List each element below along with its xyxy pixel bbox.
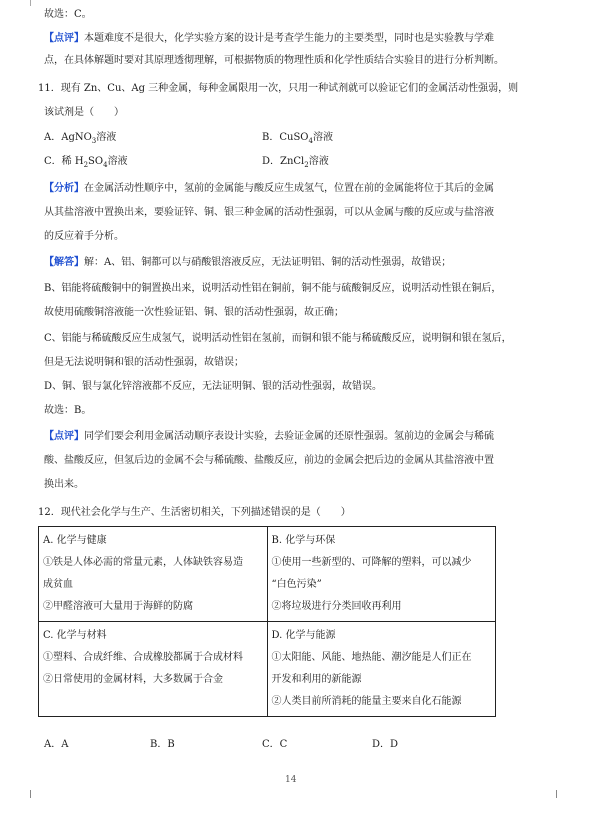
cell-text: ②人类目前所消耗的能量主要来自化石能源	[271, 696, 462, 707]
cell-text: ②日常使用的金属材料，大多数属于合金	[43, 674, 223, 685]
q11-analysis-cont-2: 的反应着手分析。	[44, 231, 124, 242]
cell-text: ①太阳能、风能、地热能、潮汐能是人们正在	[271, 652, 472, 663]
q11-option-a: A．AgNO$_3$溶液	[44, 132, 117, 145]
cell-text: “白色污染”	[271, 579, 322, 590]
q12-option-b: B．B	[150, 739, 175, 750]
q11-solution: 【解答】解：A、铝、铜都可以与硝酸银溶液反应，无法证明铝、铜的活动性强弱，故错误；	[44, 257, 452, 268]
cell-text: ②将垃圾进行分类回收再利用	[271, 601, 402, 612]
q11-solution-b: B、铝能将硫酸铜中的铜置换出来，说明活动性铝在铜前，铜不能与硫酸铜反应，说明活动性银在铜后，	[44, 283, 502, 294]
prev-answer: 故选：C。	[44, 9, 92, 20]
crop-mark	[30, 790, 39, 798]
q12-option-table	[38, 526, 496, 717]
q11-solution-b-cont: 故使用硫酸铜溶液能一次性验证铝、铜、银的活动性强弱，故正确；	[44, 307, 344, 318]
prev-comment: 【点评】本题难度不是很大，化学实验方案的设计是考查学生能力的主要类型，同时也是实验教与学难	[44, 33, 494, 44]
page-number: 14	[285, 775, 297, 785]
crop-mark	[30, 0, 39, 6]
table-cell-c	[39, 622, 268, 717]
q11-analysis-cont-1: 从其盐溶液中置换出来，要验证锌、铜、银三种金属的活动性强弱，可以从金属与酸的反应或与盐溶液	[44, 207, 494, 218]
q11-solution-c-cont: 但是无法说明铜和银的活动性强弱，故错误；	[44, 357, 244, 368]
q12-option-a: A．A	[44, 739, 69, 750]
cell-title: D. 化学与能源	[271, 630, 336, 641]
q11-comment-cont-1: 酸、盐酸反应，但氢后边的金属不会与稀硫酸、盐酸反应，前边的金属会把后边的金属从其盐溶液中置	[44, 455, 494, 466]
cell-text: 成贫血	[43, 579, 73, 590]
comment-tag: 【点评】	[44, 431, 84, 442]
q11-option-d: D．ZnCl$_2$溶液	[262, 156, 329, 169]
q11-stem: 11．现有 Zn、Cu、Ag 三种金属，每种金属限用一次，只用一种试剂就可以验证它们的金属活动性强弱，则	[38, 83, 519, 94]
table-row	[39, 622, 496, 717]
table-cell-b	[267, 527, 496, 622]
cell-title: B. 化学与环保	[271, 535, 336, 546]
cell-text: 开发和利用的新能源	[271, 674, 362, 685]
cell-text: ①铁是人体必需的常量元素，人体缺铁容易造	[43, 557, 243, 568]
cell-title: A. 化学与健康	[43, 535, 107, 546]
q11-solution-d: D、铜、银与氯化锌溶液都不反应，无法证明铜、银的活动性强弱，故错误。	[44, 381, 383, 392]
q12-option-d: D．D	[372, 739, 399, 750]
q12-option-c: C．C	[262, 739, 288, 750]
q11-answer: 故选：B。	[44, 405, 92, 416]
cell-text: ②甲醛溶液可大量用于海鲜的防腐	[43, 601, 193, 612]
cell-text: ①使用一些新型的、可降解的塑料，可以减少	[271, 557, 472, 568]
q11-option-c: C．稀 $H_2SO_4$溶液	[44, 156, 128, 169]
table-row	[39, 527, 496, 622]
comment-tag: 【点评】	[44, 33, 84, 44]
solution-tag: 【解答】	[44, 257, 84, 268]
q11-comment: 【点评】同学们要会利用金属活动顺序表设计实验，去验证金属的还原性强弱。氢前边的金属会与稀硫	[44, 431, 494, 442]
cell-text: ①塑料、合成纤维、合成橡胶都属于合成材料	[43, 652, 243, 663]
table-cell-a	[39, 527, 268, 622]
table-cell-d	[267, 622, 496, 717]
q12-stem: 12．现代社会化学与生产、生活密切相关，下列描述错误的是（ ）	[38, 507, 351, 518]
q11-comment-cont-2: 换出来。	[44, 479, 84, 490]
analysis-tag: 【分析】	[44, 183, 84, 194]
q11-option-b: B．CuSO$_4$溶液	[262, 132, 333, 145]
crop-mark	[548, 790, 557, 798]
q11-analysis: 【分析】在金属活动性顺序中，氢前的金属能与酸反应生成氢气，位置在前的金属能将位于其后的金属	[44, 183, 494, 194]
prev-comment-cont: 点，在具体解题时要对其原理透彻理解，可根据物质的物理性质和化学性质结合实验目的进行分析判断。	[44, 55, 504, 66]
q11-stem-cont: 该试剂是（ ）	[44, 107, 124, 118]
q11-solution-c: C、铝能与稀硫酸反应生成氢气，说明活动性铝在氢前，而铜和银不能与稀硫酸反应，说明铜和银在氢后，	[44, 333, 512, 344]
cell-title: C. 化学与材料	[43, 630, 107, 641]
